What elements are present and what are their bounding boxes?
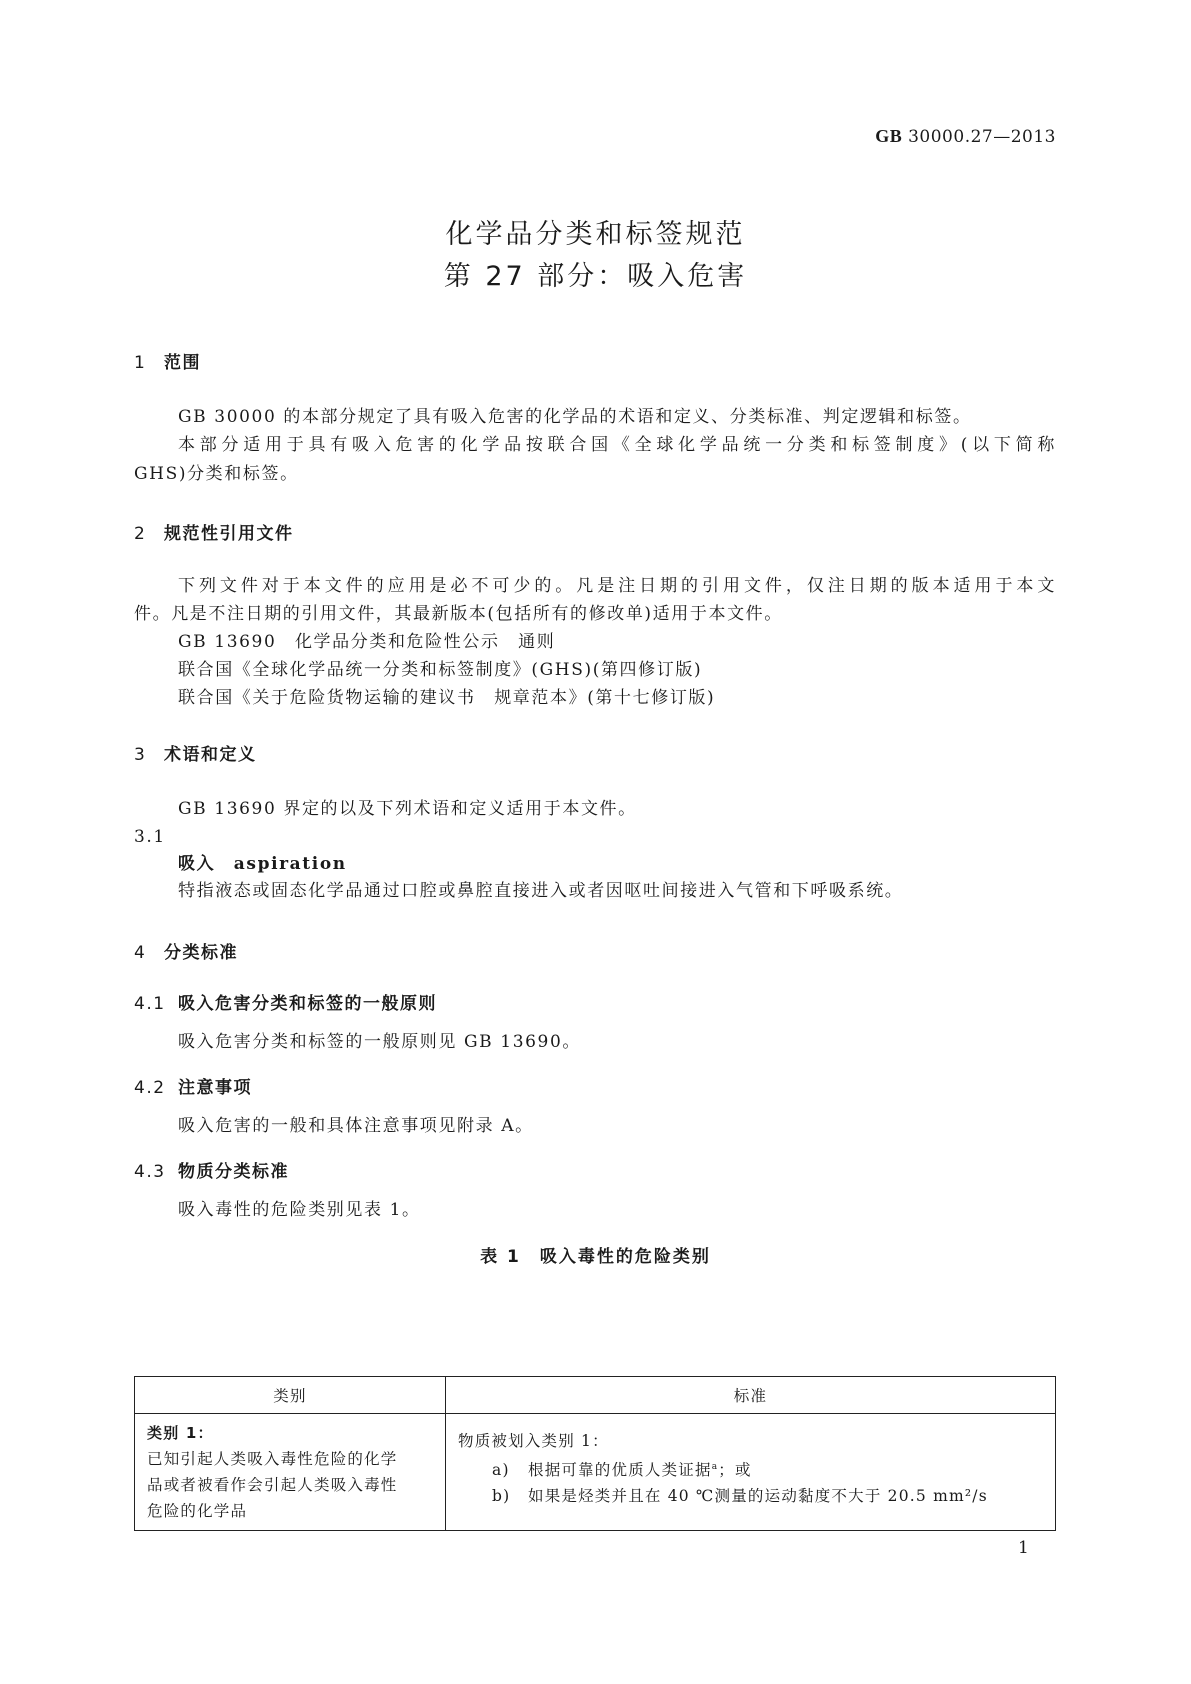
category-description-line: 已知引起人类吸入毒性危险的化学: [147, 1450, 398, 1468]
section-1-heading: [134, 348, 201, 373]
item-marker: b): [492, 1487, 511, 1506]
table-row: [135, 1414, 1056, 1531]
section-title: 分类标准: [164, 943, 238, 963]
category-cell: [135, 1414, 446, 1531]
item-text: 如果是烃类并且在 40 ℃测量的运动黏度不大于 20.5 mm²/s: [528, 1487, 988, 1506]
terms-intro: GB 13690 界定的以及下列术语和定义适用于本文件。: [178, 799, 637, 819]
item-text: 根据可靠的优质人类证据: [528, 1461, 712, 1480]
criteria-intro: 物质被划入类别 1：: [458, 1432, 609, 1450]
category-label: 类别 1：: [147, 1424, 214, 1442]
section-title: 术语和定义: [164, 745, 257, 765]
table-caption: 表 1 吸入毒性的危险类别: [480, 1247, 711, 1267]
section-number: 1: [134, 353, 147, 373]
document-title: 化学品分类和标签规范: [445, 219, 746, 250]
standard-number: [875, 126, 1056, 147]
column-header-category: 类别: [135, 1377, 446, 1414]
footnote-marker: a: [711, 1462, 719, 1472]
page-number: 1: [1018, 1538, 1029, 1558]
criteria-cell: [446, 1414, 1056, 1531]
table-header-row: [135, 1377, 1056, 1414]
section-2-heading: [134, 519, 294, 544]
section-number: 2: [134, 524, 147, 544]
document-subtitle: 第 27 部分：吸入危害: [443, 261, 748, 292]
criteria-item-b: [458, 1483, 1045, 1509]
section-4-2-text: 吸入危害的一般和具体注意事项见附录 A。: [178, 1116, 534, 1136]
section-3-heading: [134, 740, 257, 765]
scope-paragraph-1: GB 30000 的本部分规定了具有吸入危害的化学品的术语和定义、分类标准、判定逻辑和标签。: [178, 407, 972, 427]
criteria-item-a: [458, 1454, 1045, 1483]
scope-paragraph-2: 本部分适用于具有吸入危害的化学品按联合国《全球化学品统一分类和标签制度》(以下简称: [178, 435, 1056, 455]
section-title: 吸入危害分类和标签的一般原则: [178, 994, 437, 1014]
section-4-heading: [134, 938, 238, 963]
category-description-line: 品或者被看作会引起人类吸入毒性: [147, 1476, 398, 1494]
section-title: 规范性引用文件: [164, 524, 294, 544]
section-number: 4.2: [134, 1078, 166, 1098]
reference-item: 联合国《全球化学品统一分类和标签制度》(GHS)(第四修订版): [178, 660, 703, 680]
section-4-1-text: 吸入危害分类和标签的一般原则见 GB 13690。: [178, 1032, 581, 1052]
section-title: 范围: [164, 353, 201, 373]
reference-item: GB 13690 化学品分类和危险性公示 通则: [178, 632, 556, 652]
section-number: 4.1: [134, 994, 166, 1014]
term-name: 吸入 aspiration: [178, 854, 347, 874]
section-title: 注意事项: [178, 1078, 252, 1098]
item-marker: a): [492, 1461, 510, 1480]
section-4-3-text: 吸入毒性的危险类别见表 1。: [178, 1200, 421, 1220]
references-intro: 下列文件对于本文件的应用是必不可少的。凡是注日期的引用文件，仅注日期的版本适用于本文: [178, 576, 1056, 596]
reference-item: 联合国《关于危险货物运输的建议书 规章范本》(第十七修订版): [178, 688, 716, 708]
category-description-line: 危险的化学品: [147, 1502, 248, 1520]
section-4-2-heading: [134, 1073, 252, 1098]
references-intro-cont: 件。凡是不注日期的引用文件，其最新版本(包括所有的修改单)适用于本文件。: [134, 604, 783, 624]
section-4-1-heading: [134, 989, 437, 1014]
section-title: 物质分类标准: [178, 1162, 289, 1182]
hazard-category-table: [134, 1376, 1056, 1531]
item-text-tail: ；或: [718, 1461, 752, 1480]
standard-code: 30000.27—2013: [908, 127, 1056, 147]
section-4-3-heading: [134, 1157, 289, 1182]
standard-prefix: GB: [875, 126, 903, 146]
term-number: 3.1: [134, 827, 166, 847]
term-definition: 特指液态或固态化学品通过口腔或鼻腔直接进入或者因呕吐间接进入气管和下呼吸系统。: [178, 881, 904, 901]
scope-paragraph-2-cont: GHS)分类和标签。: [134, 464, 299, 484]
section-number: 4.3: [134, 1162, 166, 1182]
column-header-criteria: 标准: [446, 1377, 1056, 1414]
section-number: 3: [134, 745, 147, 765]
section-number: 4: [134, 943, 147, 963]
